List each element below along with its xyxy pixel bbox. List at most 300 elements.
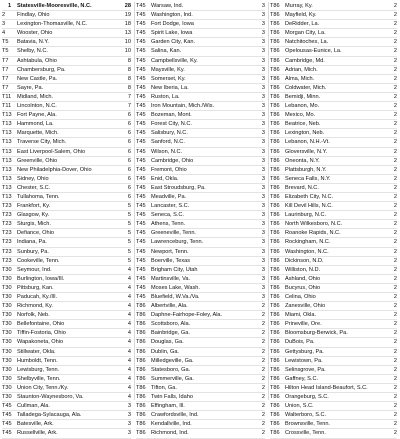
count-value: 2 — [393, 303, 397, 310]
count-value: 2 — [393, 3, 397, 9]
ranking-row — [136, 129, 265, 138]
rank-label: T13 — [2, 112, 12, 119]
count-value: 6 — [127, 112, 131, 119]
rank-label: T11 — [2, 103, 12, 110]
ranking-row — [2, 11, 131, 20]
rank-label: T86 — [136, 303, 146, 310]
metro-name: Tullahoma, Tenn. — [17, 193, 60, 200]
metro-name: Statesville-Mooresville, N.C. — [17, 3, 92, 9]
ranking-row — [2, 66, 131, 75]
rank-label: T13 — [2, 166, 12, 173]
rank-label: T30 — [2, 266, 12, 273]
rank-label: T86 — [270, 248, 280, 255]
ranking-row — [2, 220, 131, 229]
count-value: 2 — [393, 30, 397, 37]
rank-label: T45 — [2, 430, 12, 437]
count-value: 2 — [261, 366, 265, 373]
ranking-row — [270, 411, 397, 420]
rank-label: T45 — [136, 175, 146, 182]
ranking-row — [2, 193, 131, 202]
metro-name: Traverse City, Mich. — [17, 139, 67, 146]
ranking-row — [270, 420, 397, 429]
ranking-row — [136, 47, 265, 56]
metro-name: Tifton, Ga. — [151, 384, 177, 391]
count-value: 3 — [261, 57, 265, 64]
ranking-row — [136, 193, 265, 202]
rank-label: T30 — [2, 366, 12, 373]
rank-label: T86 — [270, 312, 280, 319]
metro-name: Forest City, N.C. — [151, 121, 192, 128]
rank-label: T86 — [136, 366, 146, 373]
count-value: 10 — [124, 48, 131, 55]
metro-name: Lexington, Neb. — [285, 130, 325, 137]
count-value: 4 — [127, 339, 131, 346]
metro-name: Bluefield, W.Va./Va. — [151, 294, 200, 300]
rank-label: T86 — [270, 230, 280, 237]
rank-label: T45 — [136, 130, 146, 137]
rank-label: T86 — [270, 294, 280, 300]
metro-name: Fremont, Ohio — [151, 166, 187, 173]
ranking-row — [136, 20, 265, 29]
ranking-row — [2, 248, 131, 257]
count-value: 2 — [393, 366, 397, 373]
rank-label: T86 — [136, 339, 146, 346]
count-value: 4 — [127, 266, 131, 273]
ranking-row — [2, 129, 131, 138]
count-value: 2 — [261, 357, 265, 364]
ranking-row — [136, 66, 265, 75]
rank-label: T30 — [2, 357, 12, 364]
ranking-row — [270, 166, 397, 175]
ranking-row — [2, 166, 131, 175]
ranking-row — [270, 138, 397, 147]
count-value: 10 — [124, 39, 131, 46]
ranking-row — [270, 284, 397, 293]
count-value: 3 — [261, 193, 265, 200]
ranking-row — [136, 293, 265, 302]
count-value: 3 — [261, 48, 265, 55]
ranking-row — [136, 348, 265, 357]
count-value: 3 — [261, 12, 265, 19]
metro-name: Dickinson, N.D. — [285, 257, 324, 264]
rank-label: T86 — [270, 148, 280, 155]
rank-label: T86 — [270, 430, 280, 437]
ranking-row — [136, 93, 265, 102]
ranking-row — [270, 20, 397, 29]
metro-name: Spirit Lake, Iowa — [151, 30, 193, 37]
rank-label: 3 — [2, 21, 6, 28]
ranking-row — [2, 338, 131, 347]
rank-label: T86 — [270, 239, 280, 246]
count-value: 3 — [261, 166, 265, 173]
metro-name: Crossville, Tenn. — [285, 430, 326, 437]
metro-name: Statesboro, Ga. — [151, 366, 191, 373]
rank-label: T86 — [270, 339, 280, 346]
metro-name: Washington, Ind. — [151, 12, 193, 19]
count-value: 5 — [127, 221, 131, 228]
metro-name: Glasgow, Ky. — [17, 212, 50, 219]
metro-name: Salina, Kan. — [151, 48, 182, 55]
ranking-column-3 — [268, 2, 400, 437]
rank-label: T45 — [136, 212, 146, 219]
count-value: 2 — [393, 103, 397, 110]
metro-name: Cambridge, Md. — [285, 57, 325, 64]
rank-label: T45 — [136, 284, 146, 291]
count-value: 3 — [261, 75, 265, 82]
metro-name: Richmond, Ky. — [17, 303, 53, 310]
count-value: 2 — [393, 39, 397, 46]
ranking-row — [2, 111, 131, 120]
metro-name: Plattsburgh, N.Y. — [285, 166, 327, 173]
metro-name: Greeneville, Tenn. — [151, 230, 196, 237]
rank-label: T23 — [2, 230, 12, 237]
metro-name: Adrian, Mich. — [285, 66, 318, 73]
rank-label: T86 — [270, 157, 280, 164]
metro-name: Bucyrus, Ohio — [285, 284, 321, 291]
rank-label: T5 — [2, 39, 9, 46]
metro-name: Kill Devil Hills, N.C. — [285, 203, 333, 210]
ranking-row — [2, 157, 131, 166]
ranking-row — [2, 93, 131, 102]
metro-name: Effingham, Ill. — [151, 403, 185, 410]
ranking-row — [2, 302, 131, 311]
count-value: 2 — [393, 66, 397, 73]
count-value: 4 — [127, 321, 131, 328]
metro-name: Garden City, Kan. — [151, 39, 196, 46]
ranking-row — [2, 148, 131, 157]
ranking-row — [270, 293, 397, 302]
rank-label: T7 — [2, 57, 9, 64]
rank-label: 4 — [2, 30, 6, 37]
ranking-row — [136, 429, 265, 438]
metro-name: Dublin, Ga. — [151, 348, 179, 355]
count-value: 19 — [124, 12, 131, 19]
ranking-row — [270, 211, 397, 220]
metro-name: Lancaster, S.C. — [151, 203, 190, 210]
ranking-row — [136, 102, 265, 111]
count-value: 7 — [127, 103, 131, 110]
metro-name: Coldwater, Mich. — [285, 84, 327, 91]
ranking-row — [2, 229, 131, 238]
ranking-row — [2, 311, 131, 320]
count-value: 3 — [261, 66, 265, 73]
ranking-row — [136, 366, 265, 375]
ranking-row — [270, 29, 397, 38]
ranking-row — [270, 402, 397, 411]
metro-name: Seneca, S.C. — [151, 212, 184, 219]
count-value: 2 — [261, 330, 265, 337]
metro-name: Gaffney, S.C. — [285, 375, 319, 382]
rank-label: T45 — [136, 75, 146, 82]
ranking-row — [136, 420, 265, 429]
count-value: 18 — [124, 21, 131, 28]
metro-name: East Liverpool-Salem, Ohio — [17, 148, 86, 155]
metro-name: Elizabeth City, N.C. — [285, 193, 334, 200]
count-value: 3 — [261, 130, 265, 137]
metro-name: Stillwater, Okla. — [17, 348, 56, 355]
rank-label: T86 — [270, 403, 280, 410]
rank-label: T86 — [270, 257, 280, 264]
metro-name: Enid, Okla. — [151, 175, 179, 182]
ranking-row — [136, 57, 265, 66]
rank-label: T23 — [2, 221, 12, 228]
rank-label: T86 — [270, 130, 280, 137]
metro-name: Cookeville, Tenn. — [17, 257, 60, 264]
ranking-row — [136, 266, 265, 275]
ranking-row — [270, 202, 397, 211]
metro-name: Miami, Okla. — [285, 312, 317, 319]
rank-label: T86 — [270, 3, 280, 9]
count-value: 8 — [127, 84, 131, 91]
count-value: 3 — [261, 30, 265, 37]
ranking-row — [2, 2, 131, 11]
count-value: 5 — [127, 212, 131, 219]
ranking-row — [136, 357, 265, 366]
metro-name: Russellville, Ark. — [17, 430, 58, 437]
rank-label: T45 — [2, 412, 12, 419]
count-value: 2 — [261, 394, 265, 401]
ranking-row — [2, 266, 131, 275]
rank-label: T13 — [2, 139, 12, 146]
count-value: 3 — [261, 212, 265, 219]
rank-label: T86 — [270, 212, 280, 219]
ranking-row — [136, 302, 265, 311]
rank-label: T86 — [270, 84, 280, 91]
metro-name: Seneca Falls, N.Y. — [285, 175, 331, 182]
rank-label: T86 — [270, 175, 280, 182]
metro-name: Ashland, Ohio — [285, 275, 321, 282]
count-value: 3 — [261, 184, 265, 191]
count-value: 4 — [127, 284, 131, 291]
count-value: 2 — [261, 321, 265, 328]
count-value: 2 — [261, 412, 265, 419]
rank-label: T86 — [270, 275, 280, 282]
metro-name: Brownsville, Tenn. — [285, 421, 330, 428]
rank-label: T45 — [136, 48, 146, 55]
metro-name: Gloversville, N.Y. — [285, 148, 328, 155]
rank-label: T45 — [136, 139, 146, 146]
rank-label: T86 — [270, 203, 280, 210]
count-value: 3 — [261, 257, 265, 264]
metro-name: Sanford, N.C. — [151, 139, 185, 146]
rank-label: T30 — [2, 339, 12, 346]
rank-label: T86 — [136, 312, 146, 319]
count-value: 3 — [261, 248, 265, 255]
rank-label: T45 — [136, 193, 146, 200]
metro-name: Meadville, Pa. — [151, 193, 187, 200]
count-value: 3 — [261, 266, 265, 273]
rank-label: T86 — [270, 421, 280, 428]
rank-label: T45 — [136, 103, 146, 110]
rank-label: T7 — [2, 84, 9, 91]
ranking-row — [270, 75, 397, 84]
rank-label: T86 — [270, 139, 280, 146]
ranking-row — [136, 120, 265, 129]
rank-label: T30 — [2, 321, 12, 328]
rank-label: T86 — [136, 430, 146, 437]
rank-label: T86 — [136, 412, 146, 419]
count-value: 3 — [261, 103, 265, 110]
count-value: 3 — [261, 230, 265, 237]
metro-name: New Castle, Pa. — [17, 75, 58, 82]
count-value: 8 — [127, 57, 131, 64]
metro-name: Shelby, N.C. — [17, 48, 48, 55]
metro-name: Humboldt, Tenn. — [17, 357, 58, 364]
rank-label: T86 — [270, 93, 280, 100]
metro-name: Wapakoneta, Ohio — [17, 339, 64, 346]
ranking-row — [2, 329, 131, 338]
rank-label: T45 — [136, 166, 146, 173]
metro-name: Chambersburg, Pa. — [17, 66, 66, 73]
ranking-row — [270, 275, 397, 284]
ranking-row — [270, 38, 397, 47]
count-value: 3 — [261, 39, 265, 46]
metro-name: Batesville, Ark. — [17, 421, 54, 428]
ranking-row — [136, 402, 265, 411]
count-value: 5 — [127, 248, 131, 255]
rank-label: T45 — [136, 21, 146, 28]
count-value: 2 — [393, 221, 397, 228]
rank-label: T45 — [2, 403, 12, 410]
rank-label: T86 — [270, 221, 280, 228]
metro-name: Twin Falls, Idaho — [151, 394, 193, 401]
rank-label: T11 — [2, 93, 12, 100]
metro-name: Prineville, Ore. — [285, 321, 322, 328]
ranking-row — [2, 402, 131, 411]
rank-label: T86 — [270, 75, 280, 82]
rank-label: T45 — [136, 39, 146, 46]
ranking-row — [270, 120, 397, 129]
metro-name: Cullman, Ala. — [17, 403, 50, 410]
count-value: 2 — [393, 394, 397, 401]
count-value: 2 — [393, 403, 397, 410]
count-value: 3 — [261, 175, 265, 182]
count-value: 4 — [127, 375, 131, 382]
count-value: 2 — [393, 166, 397, 173]
ranking-row — [270, 384, 397, 393]
ranking-column-1 — [0, 2, 134, 437]
ranking-row — [2, 175, 131, 184]
count-value: 2 — [393, 348, 397, 355]
metro-name: Newport, Tenn. — [151, 248, 189, 255]
rank-label: T86 — [270, 348, 280, 355]
ranking-row — [136, 211, 265, 220]
count-value: 2 — [261, 403, 265, 410]
rank-label: T45 — [2, 421, 12, 428]
metro-name: Walterboro, S.C. — [285, 412, 327, 419]
metro-name: Lebanon, Mo. — [285, 103, 320, 110]
count-value: 13 — [124, 30, 131, 37]
ranking-row — [136, 384, 265, 393]
ranking-row — [136, 2, 265, 11]
count-value: 2 — [393, 203, 397, 210]
rank-label: T45 — [136, 3, 146, 9]
ranking-row — [270, 93, 397, 102]
ranking-row — [136, 257, 265, 266]
count-value: 6 — [127, 157, 131, 164]
metro-name: Roanoke Rapids, N.C. — [285, 230, 341, 237]
rank-label: T30 — [2, 348, 12, 355]
count-value: 4 — [127, 275, 131, 282]
ranking-row — [2, 202, 131, 211]
rank-label: T86 — [270, 357, 280, 364]
metro-name: East Stroudsburg, Pa. — [151, 184, 206, 191]
count-value: 2 — [393, 248, 397, 255]
metro-name: Natchitoches, La. — [285, 39, 329, 46]
ranking-row — [136, 202, 265, 211]
metro-name: Burlington, Iowa/Ill. — [17, 275, 65, 282]
count-value: 2 — [393, 421, 397, 428]
ranking-row — [136, 275, 265, 284]
ranking-row — [2, 420, 131, 429]
ranking-row — [270, 129, 397, 138]
rank-label: T86 — [270, 321, 280, 328]
metro-name: DuBois, Pa. — [285, 339, 315, 346]
rank-label: T86 — [270, 21, 280, 28]
rank-label: T7 — [2, 75, 9, 82]
rank-label: T23 — [2, 212, 12, 219]
metro-name: Albertville, Ala. — [151, 303, 188, 310]
rank-label: T13 — [2, 157, 12, 164]
ranking-row — [2, 38, 131, 47]
count-value: 3 — [261, 221, 265, 228]
ranking-row — [136, 311, 265, 320]
ranking-row — [2, 238, 131, 247]
rank-label: T86 — [270, 266, 280, 273]
count-value: 2 — [393, 157, 397, 164]
ranking-row — [270, 84, 397, 93]
count-value: 6 — [127, 148, 131, 155]
rank-label: 2 — [2, 12, 6, 19]
count-value: 4 — [127, 303, 131, 310]
count-value: 4 — [127, 357, 131, 364]
rank-label: T86 — [136, 330, 146, 337]
metro-name: Martinsville, Va. — [151, 275, 191, 282]
rank-label: T23 — [2, 239, 12, 246]
metro-name: Lexington-Thomasville, N.C. — [17, 21, 88, 28]
metro-name: Fort Dodge, Iowa — [151, 21, 194, 28]
rank-label: T86 — [270, 48, 280, 55]
metro-name: Boerville, Texas — [151, 257, 191, 264]
count-value: 2 — [393, 148, 397, 155]
ranking-row — [270, 2, 397, 11]
metro-name: Gettysburg, Pa. — [285, 348, 324, 355]
metro-name: Mayfield, Ky. — [285, 12, 317, 19]
ranking-row — [2, 375, 131, 384]
metro-name: Indiana, Pa. — [17, 239, 47, 246]
metro-name: DeRidder, La. — [285, 21, 320, 28]
count-value: 5 — [127, 239, 131, 246]
rank-label: T86 — [270, 121, 280, 128]
rank-label: T13 — [2, 148, 12, 155]
metro-name: Scottsboro, Ala. — [151, 321, 191, 328]
count-value: 6 — [127, 193, 131, 200]
metro-name: Bozeman, Mont. — [151, 112, 192, 119]
metro-name: Paducah, Ky./Ill. — [17, 294, 58, 300]
ranking-row — [270, 329, 397, 338]
count-value: 3 — [261, 284, 265, 291]
count-value: 2 — [393, 230, 397, 237]
rank-label: T13 — [2, 121, 12, 128]
count-value: 4 — [127, 312, 131, 319]
rank-label: T86 — [136, 348, 146, 355]
metro-name: Bemidji, Minn. — [285, 93, 321, 100]
ranking-row — [270, 357, 397, 366]
metro-name: Union City, Tenn./Ky. — [17, 384, 69, 391]
count-value: 4 — [127, 384, 131, 391]
count-value: 8 — [127, 66, 131, 73]
rank-label: T86 — [270, 112, 280, 119]
